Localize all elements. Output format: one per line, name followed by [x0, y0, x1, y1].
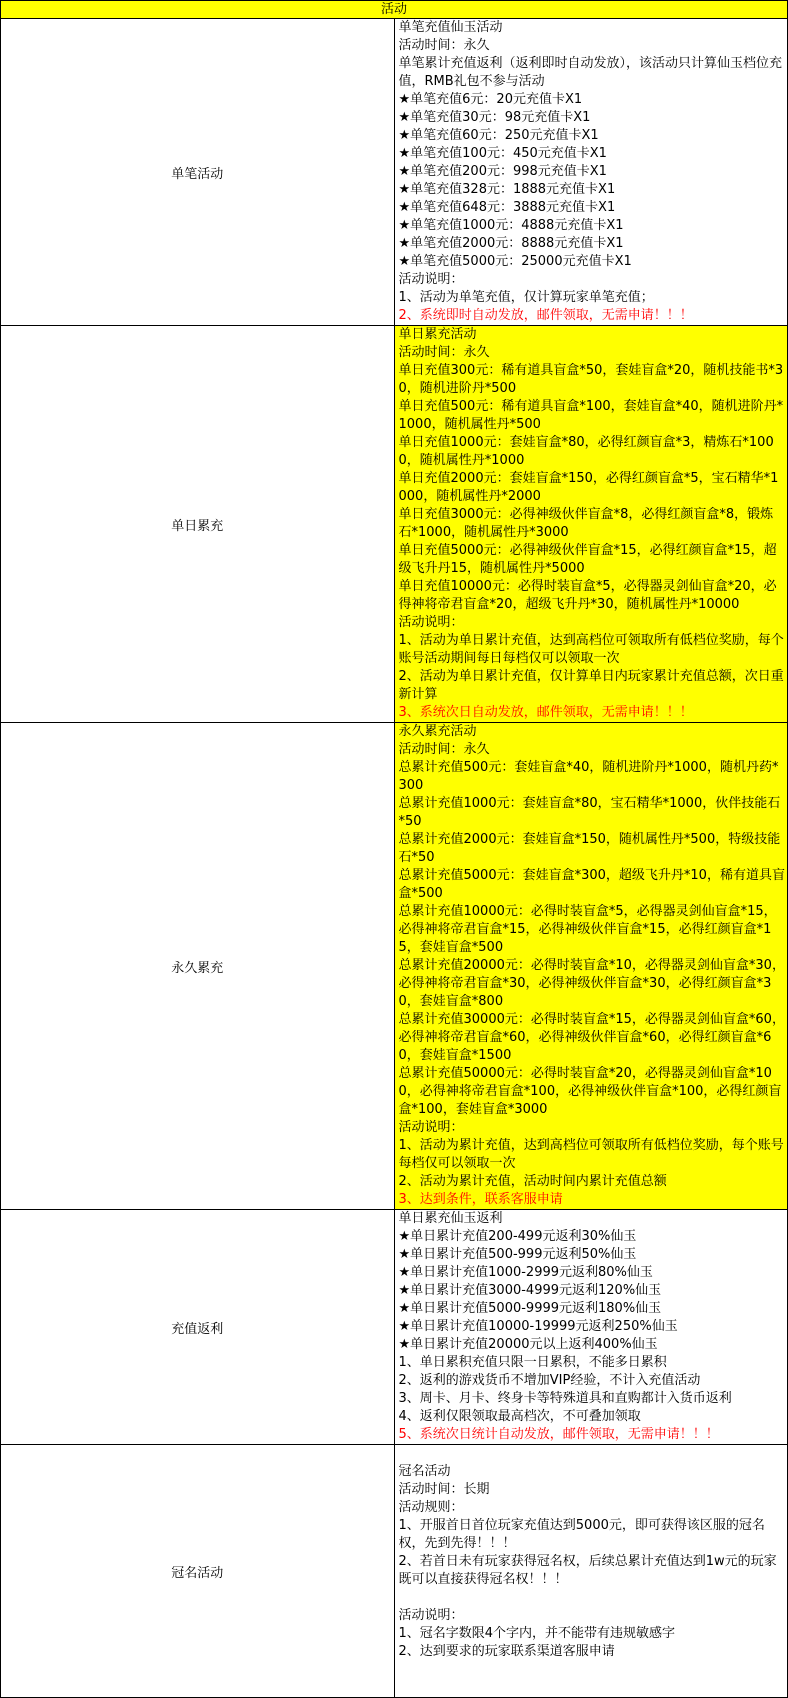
content-line: 活动说明： [398, 1120, 464, 1135]
section-label: 永久累充 [1, 723, 395, 1210]
content-line: 单日充值300元：稀有道具盲盒*50，套娃盲盒*20，随机技能书*30，随机进阶丹*500 [398, 363, 784, 396]
content-line: ★单笔充值30元：98元充值卡X1 [398, 110, 591, 125]
content-line: ★单日累计充值1000-2999元返利80%仙玉 [398, 1265, 653, 1280]
content-line: 总累计充值30000元：必得时装盲盒*15，必得器灵剑仙盲盒*60，必得神将帝君盲盒*60，必得神级伙伴盲盒*60，必得红颜盲盒*60，套娃盲盒*1500 [398, 1012, 785, 1063]
content-line: 1、开服首日首位玩家充值达到5000元，即可获得该区服的冠名权，先到先得！！！ [398, 1518, 765, 1551]
content-line: ★单笔充值328元：1888元充值卡X1 [398, 182, 616, 197]
content-line: 总累计充值500元：套娃盲盒*40，随机进阶丹*1000，随机丹药*300 [398, 760, 779, 793]
header-row [1, 1, 788, 19]
content-line: ★单笔充值200元：998元充值卡X1 [398, 164, 607, 179]
content-line: 总累计充值50000元：必得时装盲盒*20，必得器灵剑仙盲盒*100，必得神将帝君盲盒*100，必得神级伙伴盲盒*100，必得红颜盲盒*100，套娃盲盒*3000 [398, 1066, 782, 1117]
content-line: 单日累充仙玉返利 [398, 1211, 503, 1226]
content-line: 单日充值1000元：套娃盲盒*80，必得红颜盲盒*3，精炼石*1000，随机属性丹*1000 [398, 435, 774, 468]
content-line: 活动规则： [398, 1500, 464, 1515]
content-line: 单日累充活动 [398, 327, 477, 342]
section-content [394, 326, 788, 723]
content-line: 1、活动为单笔充值，仅计算玩家单笔充值； [398, 290, 654, 305]
section-row-single-recharge [1, 19, 788, 326]
content-line: ★单日累计充值10000-19999元返利250%仙玉 [398, 1319, 678, 1334]
content-line: 活动说明： [398, 1608, 464, 1623]
section-label: 单日累充 [1, 326, 395, 723]
content-line: 2、返利的游戏货币不增加VIP经验，不计入充值活动 [398, 1373, 701, 1388]
content-line: 1、冠名字数限4个字内，并不能带有违规敏感字 [398, 1626, 676, 1641]
content-line: 单笔累计充值返利（返利即时自动发放），该活动只计算仙玉档位充值，RMB礼包不参与活动 [398, 56, 783, 89]
section-content [394, 1445, 788, 1698]
section-row-daily-cumulative [1, 326, 788, 723]
table-header: 活动 [1, 1, 788, 19]
section-label: 充值返利 [1, 1210, 395, 1445]
section-row-naming-event [1, 1445, 788, 1698]
section-row-recharge-rebate [1, 1210, 788, 1445]
content-line: 冠名活动 [398, 1464, 451, 1479]
content-line: 单日充值500元：稀有道具盲盒*100，套娃盲盒*40，随机进阶丹*1000，随机属性丹*500 [398, 399, 784, 432]
section-content [394, 1210, 788, 1445]
content-line: 1、活动为累计充值，达到高档位可领取所有低档位奖励，每个账号每档仅可以领取一次 [398, 1138, 784, 1171]
content-line: 单日充值5000元：必得神级伙伴盲盒*15，必得红颜盲盒*15，超级飞升丹15，随机属性丹*5000 [398, 543, 777, 576]
content-line: ★单日累计充值200-499元返利30%仙玉 [398, 1229, 637, 1244]
content-line [399, 1661, 786, 1679]
content-line: 活动时间：永久 [398, 742, 490, 757]
content-line: ★单笔充值1000元：4888元充值卡X1 [398, 218, 624, 233]
content-line: ★单日累计充值3000-4999元返利120%仙玉 [398, 1283, 662, 1298]
content-line: ★单笔充值648元：3888元充值卡X1 [398, 200, 616, 215]
section-content [394, 723, 788, 1210]
content-line: 1、活动为单日累计充值，达到高档位可领取所有低档位奖励，每个账号活动期间每日每档仅可以领取一次 [398, 633, 784, 666]
content-line: 单日充值10000元：必得时装盲盒*5，必得器灵剑仙盲盒*20，必得神将帝君盲盒*20，超级飞升丹*30，随机属性丹*10000 [398, 579, 777, 612]
content-line: 活动时间：永久 [398, 38, 490, 53]
notice-line: 3、达到条件，联系客服申请 [398, 1192, 563, 1207]
content-line: 活动说明： [398, 615, 464, 630]
content-line: ★单笔充值5000元：25000元充值卡X1 [398, 254, 632, 269]
content-line: 1、单日累积充值只限一日累积，不能多日累积 [398, 1355, 667, 1370]
content-line: ★单日累计充值5000-9999元返利180%仙玉 [398, 1301, 662, 1316]
content-line [399, 1445, 786, 1463]
content-line: ★单笔充值6元：20元充值卡X1 [398, 92, 583, 107]
content-line: ★单日累计充值20000元以上返利400%仙玉 [398, 1337, 658, 1352]
content-line: 2、活动为单日累计充值，仅计算单日内玩家累计充值总额，次日重新计算 [398, 669, 784, 702]
section-label: 单笔活动 [1, 19, 395, 326]
notice-line: 3、系统次日自动发放，邮件领取，无需申请！！！ [398, 705, 693, 720]
content-line: 总累计充值5000元：套娃盲盒*300，超级飞升丹*10，稀有道具盲盒*500 [398, 868, 785, 901]
content-line: 2、若首日未有玩家获得冠名权，后续总累计充值达到1w元的玩家既可以直接获得冠名权！！！ [398, 1554, 777, 1587]
content-line: 总累计充值1000元：套娃盲盒*80，宝石精华*1000，伙伴技能石*50 [398, 796, 781, 829]
content-line: 单日充值3000元：必得神级伙伴盲盒*8，必得红颜盲盒*8，锻炼石*1000，随机属性丹*3000 [398, 507, 774, 540]
content-line: 永久累充活动 [398, 724, 477, 739]
content-line: ★单日累计充值500-999元返利50%仙玉 [398, 1247, 637, 1262]
section-row-permanent-cumulative [1, 723, 788, 1210]
content-line: 总累计充值2000元：套娃盲盒*150，随机属性丹*500，特级技能石*50 [398, 832, 781, 865]
content-line: 单日充值2000元：套娃盲盒*150，必得红颜盲盒*5，宝石精华*1000，随机属性丹*2000 [398, 471, 779, 504]
content-line: ★单笔充值60元：250元充值卡X1 [398, 128, 599, 143]
content-line [399, 1679, 786, 1697]
section-label: 冠名活动 [1, 1445, 395, 1698]
content-line: 3、周卡、月卡、终身卡等特殊道具和直购都计入货币返利 [398, 1391, 732, 1406]
content-line: 总累计充值20000元：必得时装盲盒*10，必得器灵剑仙盲盒*30，必得神将帝君盲盒*30，必得神级伙伴盲盒*30，必得红颜盲盒*30，套娃盲盒*800 [398, 958, 785, 1009]
notice-line: 5、系统次日统计自动发放，邮件领取，无需申请！！！ [398, 1427, 719, 1442]
content-line: 总累计充值10000元：必得时装盲盒*5，必得器灵剑仙盲盒*15，必得神将帝君盲盒*15，必得神级伙伴盲盒*15，必得红颜盲盒*15，套娃盲盒*500 [398, 904, 777, 955]
notice-line: 2、系统即时自动发放，邮件领取，无需申请！！！ [398, 308, 693, 323]
content-line: 4、返利仅限领取最高档次，不可叠加领取 [398, 1409, 641, 1424]
content-line: ★单笔充值100元：450元充值卡X1 [398, 146, 607, 161]
content-line: 活动时间：永久 [398, 345, 490, 360]
content-line [399, 1589, 786, 1607]
section-content [394, 19, 788, 326]
content-line: ★单笔充值2000元：8888元充值卡X1 [398, 236, 624, 251]
content-line: 2、活动为累计充值，活动时间内累计充值总额 [398, 1174, 667, 1189]
content-line: 单笔充值仙玉活动 [398, 20, 503, 35]
content-line: 活动说明： [398, 272, 464, 287]
content-line: 活动时间：长期 [398, 1482, 490, 1497]
content-line: 2、达到要求的玩家联系渠道客服申请 [398, 1644, 615, 1659]
